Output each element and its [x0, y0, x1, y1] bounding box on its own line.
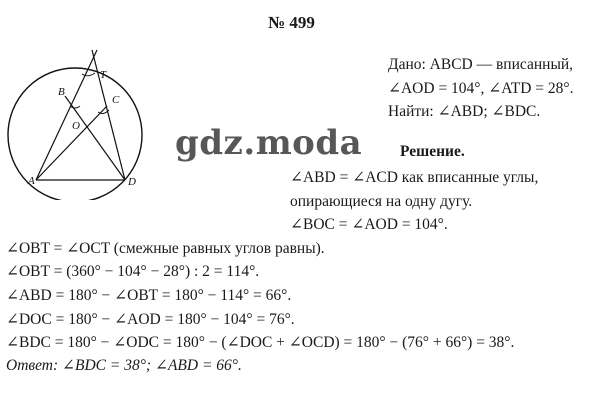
- label-B: B: [58, 86, 65, 98]
- given-line-1: Дано: ABCD — вписанный,: [388, 56, 574, 73]
- angle-B-arc: [70, 106, 80, 108]
- watermark-logo: gdz.moda: [175, 123, 363, 163]
- solution-line-2: опирающиеся на одну дугу.: [290, 193, 473, 210]
- solution-line-5: ∠OBT = (360° − 104° − 28°) : 2 = 114°.: [6, 263, 260, 280]
- solution-line-1: ∠ABD = ∠ACD как вписанные углы,: [290, 169, 539, 186]
- line-D-T: [92, 50, 125, 180]
- solution-line-6: ∠ABD = 180° − ∠OBT = 180° − 114° = 66°.: [6, 287, 292, 304]
- problem-number: № 499: [268, 13, 315, 32]
- angle-T-arc: [82, 73, 95, 76]
- line-A-T: [36, 50, 97, 180]
- label-C: C: [112, 94, 120, 106]
- solution-heading: Решение.: [400, 143, 465, 160]
- solution-line-4: ∠OBT = ∠OCT (смежные равных углов равны).: [6, 240, 325, 257]
- label-O: O: [72, 120, 80, 132]
- label-A: A: [28, 175, 35, 187]
- answer-line: Ответ: ∠BDC = 38°; ∠ABD = 66°.: [6, 357, 242, 374]
- diagonal-BD: [65, 96, 125, 180]
- diagonal-AC: [36, 106, 107, 180]
- solution-line-8: ∠BDC = 180° − ∠ODC = 180° − (∠DOC + ∠OCD) = 180° − (76° + 66°) = 38°.: [6, 334, 515, 351]
- label-D: D: [128, 176, 136, 188]
- label-T: T: [100, 69, 107, 81]
- solution-line-3: ∠BOC = ∠AOD = 104°.: [290, 216, 448, 233]
- find-line: Найти: ∠ABD; ∠BDC.: [388, 103, 541, 120]
- geometry-figure: [0, 40, 150, 200]
- solution-line-7: ∠DOC = 180° − ∠AOD = 180° − 104° = 76°.: [6, 311, 295, 328]
- given-line-2: ∠AOD = 104°, ∠ATD = 28°.: [388, 80, 574, 97]
